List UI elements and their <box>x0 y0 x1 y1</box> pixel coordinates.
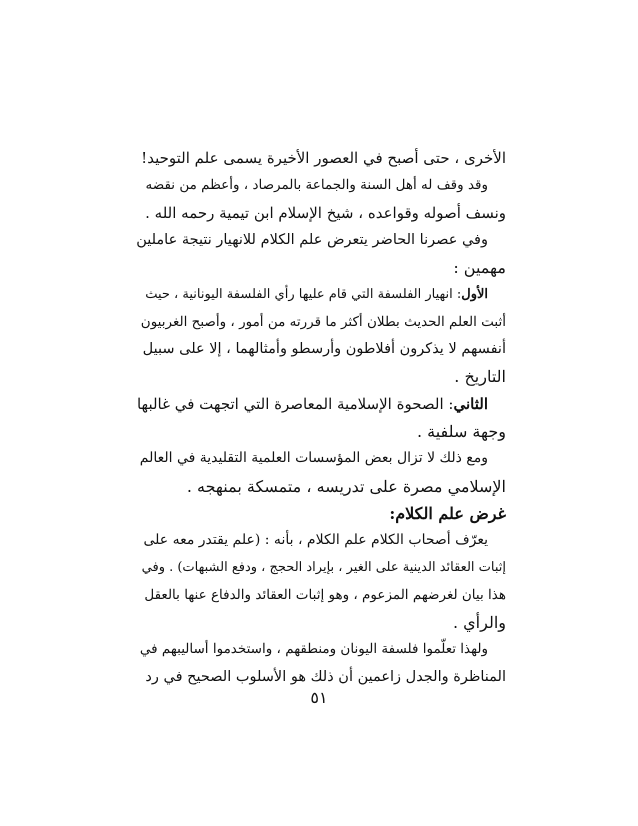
text-line <box>134 281 506 308</box>
text-line: ومع ذلك لا تزال بعض المؤسسات العلمية التقليدية في العالم <box>139 450 488 467</box>
body-text <box>134 145 506 691</box>
text-line: وقد وقف له أهل السنة والجماعة بالمرصاد ، وأعظم من نقضه <box>145 177 488 194</box>
text-line: أثبت العلم الحديث بطلان أكثر ما قررته من أمور ، وأصبح الغربيون <box>140 313 506 330</box>
text-line: المناظرة والجدل زاعمين أن ذلك هو الأسلوب الصحيح في رد <box>145 668 506 685</box>
text-line: الإسلامي مصرة على تدريسه ، متمسكة بمنهجه . <box>186 476 506 496</box>
text-line: التاريخ . <box>454 367 506 387</box>
text-line: ولهذا تعلّموا فلسفة اليونان ومنطقهم ، واستخدموا أساليبهم في <box>139 641 488 658</box>
text-line: يعرّف أصحاب الكلام علم الكلام ، بأنه : (علم يقتدر معه على <box>143 532 488 549</box>
page-number: ٥١ <box>310 688 328 707</box>
text-line: الأخرى ، حتى أصبح في العصور الأخيرة يسمى علم التوحيد! <box>141 149 506 167</box>
text-line: والرأي . <box>452 613 506 633</box>
text-line: ونسف أصوله وقواعده ، شيخ الإسلام ابن تيمية رحمه الله . <box>145 203 506 222</box>
text-line: هذا بيان لغرضهم المزعوم ، وهو إثبات العقائد والدفاع عنها بالعقل <box>144 586 506 603</box>
text-line: وجهة سلفية . <box>416 421 506 441</box>
text-line: أنفسهم لا يذكرون أفلاطون وأرسطو وأمثالهما ، إلا على سبيل <box>142 341 506 358</box>
text-line: مهمين : <box>453 258 506 278</box>
point-text: : الصحوة الإسلامية المعاصرة التي اتجهت في غالبها <box>136 394 454 413</box>
text-line: وفي عصرنا الحاضر يتعرض علم الكلام للانهيار نتيجة عاملين <box>136 231 488 248</box>
section-heading: غرض علم الكلام: <box>389 503 506 523</box>
text-line <box>134 391 506 418</box>
text-line: إثبات العقائد الدينية على الغير ، بإيراد الحجج ، ودفع الشبهات) . وفي <box>141 560 506 576</box>
point-label: الأول <box>461 287 488 303</box>
point-label: الثاني <box>453 394 488 413</box>
point-text: : انهيار الفلسفة التي قام عليها رأي الفلسفة اليونانية ، حيث <box>145 287 462 303</box>
